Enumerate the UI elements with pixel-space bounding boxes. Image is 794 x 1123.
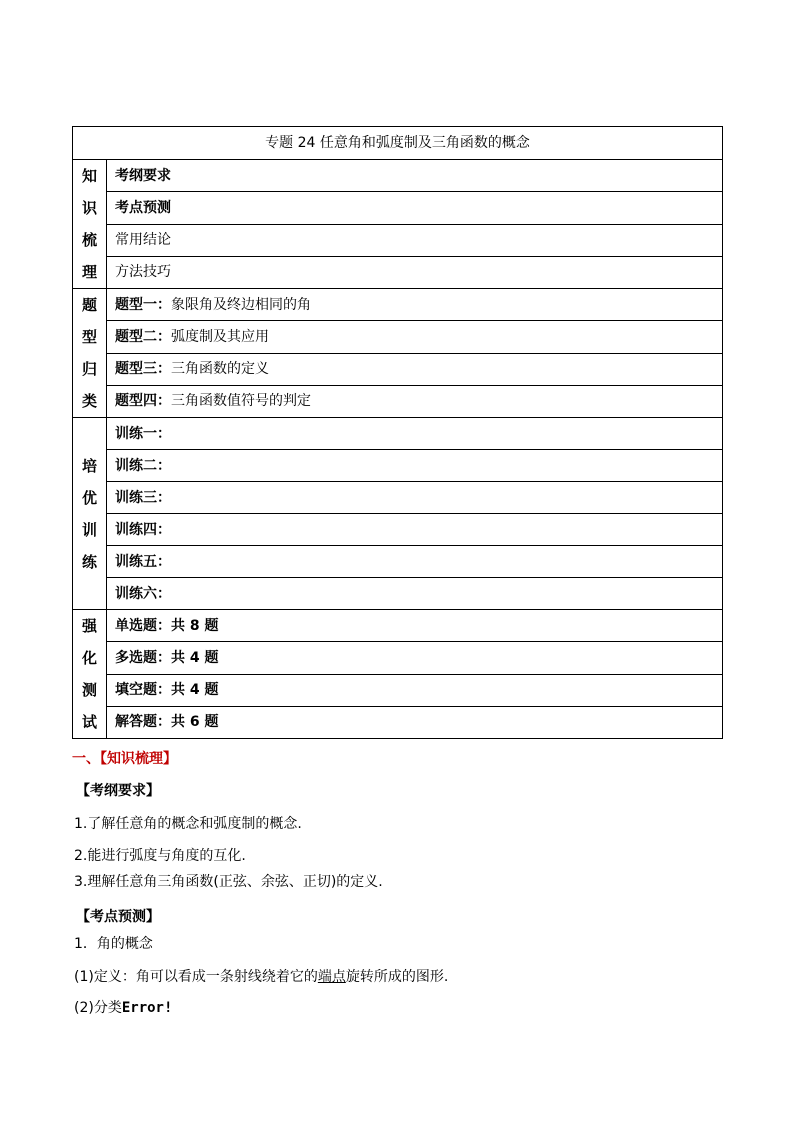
row-training-1: 训练一： [107, 418, 723, 450]
row-training-5: 训练五： [107, 546, 723, 578]
row-kaogang: 考纲要求 [107, 160, 723, 192]
row-fangfa: 方法技巧 [107, 256, 723, 288]
row-type-1: 题型一：象限角及终边相同的角 [107, 289, 723, 321]
yuce-heading: 【考点预测】 [76, 909, 160, 925]
row-training-4: 训练四： [107, 514, 723, 546]
row-training-2: 训练二： [107, 450, 723, 482]
row-test-fill: 填空题：共 4 题 [107, 674, 723, 706]
group-label-types: 题 型 归 类 [73, 289, 107, 418]
outline-table [72, 126, 723, 739]
row-training-3: 训练三： [107, 482, 723, 514]
classification-line: (2)分类Error! [74, 1000, 173, 1016]
kaogang-heading: 【考纲要求】 [76, 783, 160, 799]
row-test-single: 单选题：共 8 题 [107, 610, 723, 642]
kaogang-item-3: 3.理解任意角三角函数(正弦、余弦、正切)的定义. [74, 874, 383, 890]
row-test-multi: 多选题：共 4 题 [107, 642, 723, 674]
row-type-2: 题型二：弧度制及其应用 [107, 321, 723, 353]
row-kaodian: 考点预测 [107, 192, 723, 224]
group-label-training: 培 优 训 练 [73, 418, 107, 610]
group-label-knowledge: 知 识 梳 理 [73, 160, 107, 289]
row-training-6: 训练六： [107, 578, 723, 610]
group-label-test: 强 化 测 试 [73, 610, 107, 739]
row-test-answer: 解答题：共 6 题 [107, 706, 723, 738]
kaogang-item-2: 2.能进行弧度与角度的互化. [74, 848, 246, 864]
row-type-4: 题型四：三角函数值符号的判定 [107, 385, 723, 417]
row-type-3: 题型三：三角函数的定义 [107, 353, 723, 385]
definition-line: (1)定义：角可以看成一条射线绕着它的端点旋转所成的图形. [74, 969, 449, 985]
point-1: 1．角的概念 [74, 936, 153, 952]
row-changyong: 常用结论 [107, 224, 723, 256]
section-heading: 一、【知识梳理】 [72, 751, 177, 767]
kaogang-item-1: 1.了解任意角的概念和弧度制的概念. [74, 816, 302, 832]
table-title: 专题 24 任意角和弧度制及三角函数的概念 [73, 127, 723, 160]
